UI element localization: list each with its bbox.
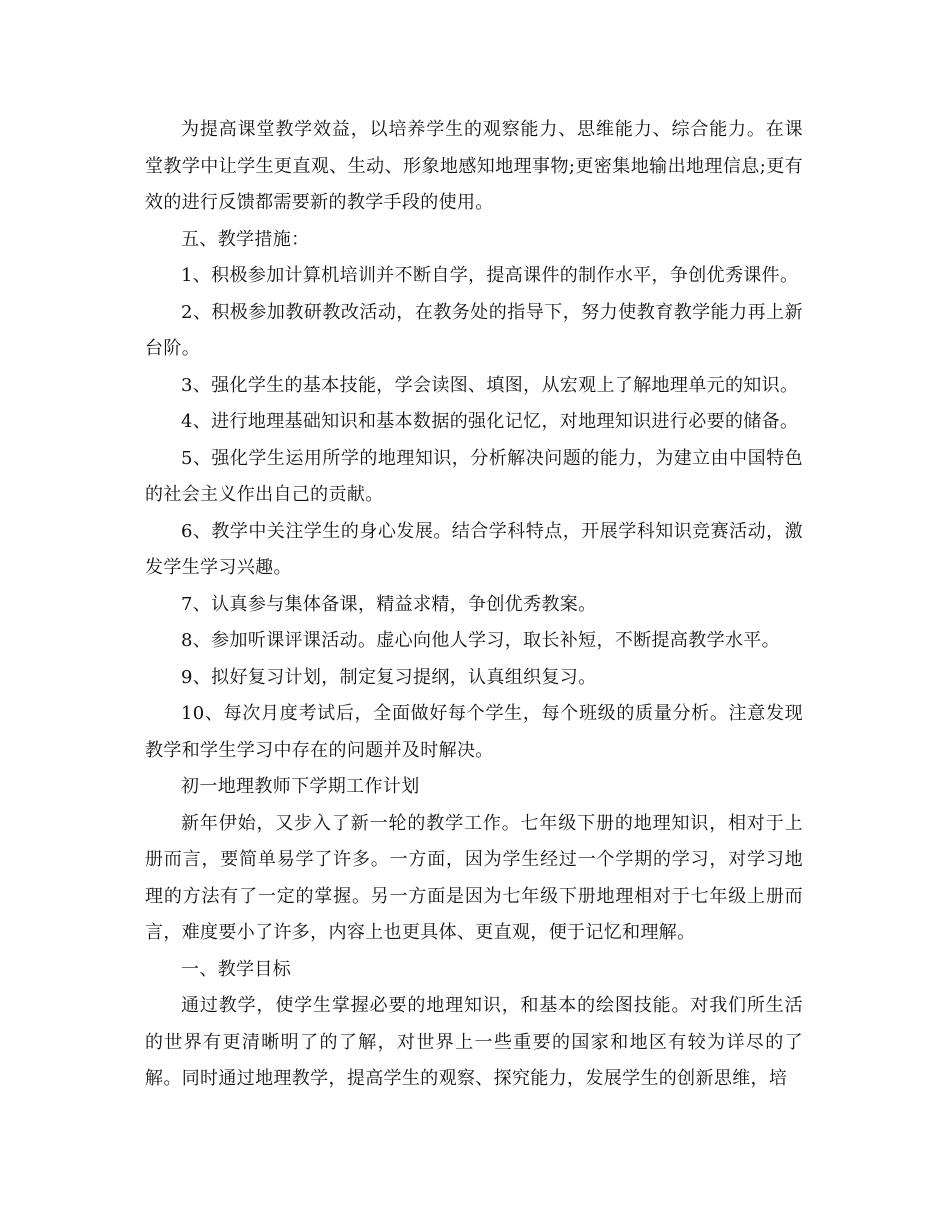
list-item-measure-2: 2、积极参加教研教改活动，在教务处的指导下，努力使教育教学能力再上新台阶。 xyxy=(145,301,803,359)
paragraph-teaching-goals: 通过教学，使学生掌握必要的地理知识，和基本的绘图技能。对我们所生活的世界有更清晰明了的了解，对世界上一些重要的国家和地区有较为详尽的了解。同时通过地理教学，提高学生的观察、探究能力，发展学生的创新思维，培 xyxy=(145,995,803,1089)
list-item-measure-8: 8、参加听课评课活动。虚心向他人学习，取长补短，不断提高教学水平。 xyxy=(181,630,780,651)
list-item-measure-7: 7、认真参与集体备课，精益求精，争创优秀教案。 xyxy=(181,593,597,615)
list-item-measure-3: 3、强化学生的基本技能，学会读图、填图，从宏观上了解地理单元的知识。 xyxy=(181,374,799,396)
list-item-measure-10: 10、每次月度考试后，全面做好每个学生，每个班级的质量分析。注意发现教学和学生学习中存在的问题并及时解决。 xyxy=(145,703,803,761)
document-page xyxy=(145,112,803,1098)
section-title-work-plan: 初一地理教师下学期工作计划 xyxy=(181,776,420,797)
list-item-measure-6: 6、教学中关注学生的身心发展。结合学科特点，开展学科知识竞赛活动，激发学生学习兴趣。 xyxy=(145,520,803,578)
heading-teaching-measures: 五、教学措施： xyxy=(181,228,310,250)
list-item-measure-1: 1、积极参加计算机培训并不断自学，提高课件的制作水平，争创优秀课件。 xyxy=(181,265,799,286)
list-item-measure-9: 9、拟好复习计划，制定复习提纲，认真组织复习。 xyxy=(181,666,597,688)
list-item-measure-4: 4、进行地理基础知识和基本数据的强化记忆，对地理知识进行必要的储备。 xyxy=(181,411,799,432)
list-item-measure-5: 5、强化学生运用所学的地理知识，分析解决问题的能力，为建立由中国特色的社会主义作出自己的贡献。 xyxy=(145,447,803,505)
paragraph-teaching-efficiency: 为提高课堂教学效益，以培养学生的观察能力、思维能力、综合能力。在课堂教学中让学生更直观、生动、形象地感知地理事物;更密集地输出地理信息;更有效的进行反馈都需要新的教学手段的使用。 xyxy=(145,119,803,213)
heading-teaching-goals: 一、教学目标 xyxy=(181,958,292,980)
paragraph-new-year-intro: 新年伊始，又步入了新一轮的教学工作。七年级下册的地理知识，相对于上册而言，要简单易学了许多。一方面，因为学生经过一个学期的学习，对学习地理的方法有了一定的掌握。另一方面是因为七年级下册地理相对于七年级上册而言，难度要小了许多，内容上也更具体、更直观，便于记忆和理解。 xyxy=(145,812,803,943)
